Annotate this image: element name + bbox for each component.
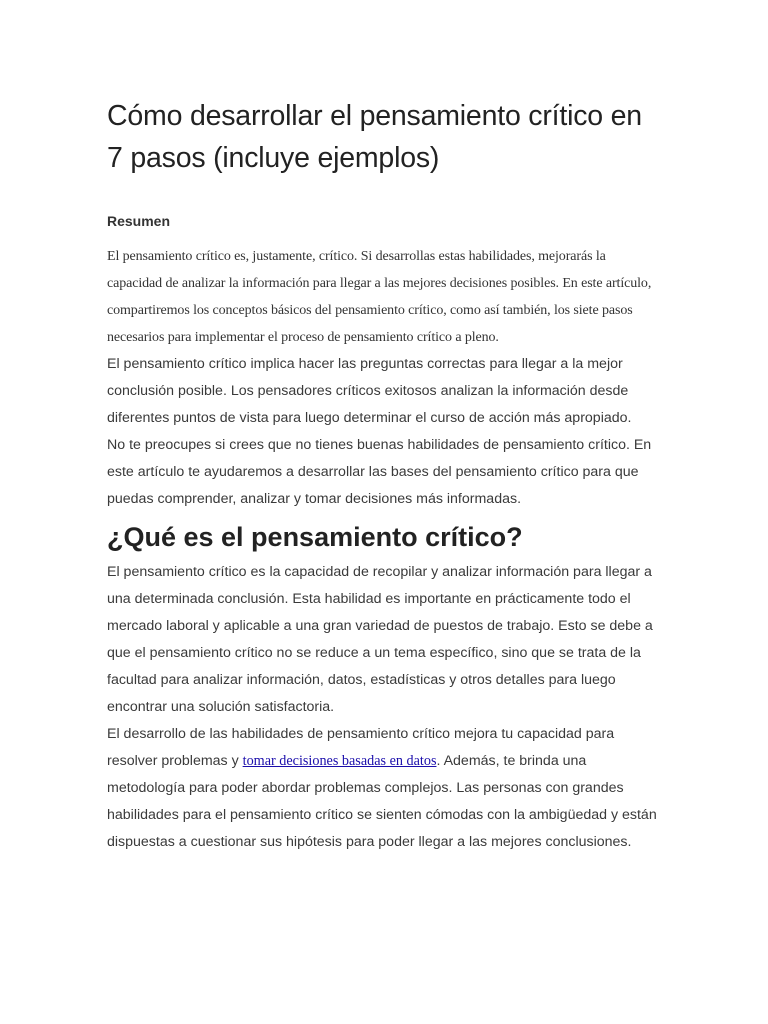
intro-paragraph-1: El pensamiento crítico implica hacer las preguntas correctas para llegar a la mejor conclusión posible. Los pensadores críticos exitosos analizan la información desde diferentes puntos de vista para luego determinar el curso de acción más apropiado. — [107, 356, 632, 426]
paragraph-2-text-before: El desarrollo de las habilidades de pensamiento crítico mejora tu capacidad para resolver problemas y — [107, 726, 615, 769]
data-decisions-link[interactable]: tomar decisiones basadas en datos — [242, 753, 437, 769]
paragraph-2-text-after: . Además, te brinda una metodología para poder abordar problemas complejos. Las personas con grandes habilidades para el pensamiento crítico se sienten cómodas con la ambigüedad y están dispuestas a cuestionar sus hipótesis para poder llegar a las mejores conclusiones. — [107, 753, 657, 850]
article-title: Cómo desarrollar el pensamiento crítico en 7 pasos (incluye ejemplos) — [107, 100, 642, 174]
document-page — [107, 0, 663, 856]
section-heading: ¿Qué es el pensamiento crítico? — [107, 522, 523, 552]
section-paragraph-2 — [107, 721, 663, 856]
summary-label: Resumen — [107, 213, 171, 229]
section-paragraph-1: El pensamiento crítico es la capacidad de recopilar y analizar información para llegar a una determinada conclusión. Esta habilidad es importante en prácticamente todo el mercado laboral y aplicable a una gran variedad de puestos de trabajo. Esto se debe a que el pensamiento crítico no se reduce a un tema específico, sino que se trata de la facultad para analizar información, datos, estadísticas y otros detalles para luego encontrar una solución satisfactoria. — [107, 564, 653, 715]
intro-paragraph-2: No te preocupes si crees que no tienes buenas habilidades de pensamiento crítico. En este artículo te ayudaremos a desarrollar las bases del pensamiento crítico para que puedas comprender, analizar y tomar decisiones más informadas. — [107, 437, 652, 507]
summary-text: El pensamiento crítico es, justamente, crítico. Si desarrollas estas habilidades, mejorarás la capacidad de analizar la información para llegar a las mejores decisiones posibles. En este artículo, compartiremos los conceptos básicos del pensamiento crítico, como así también, los siete pasos necesarios para implementar el proceso de pensamiento crítico a pleno. — [107, 249, 652, 345]
